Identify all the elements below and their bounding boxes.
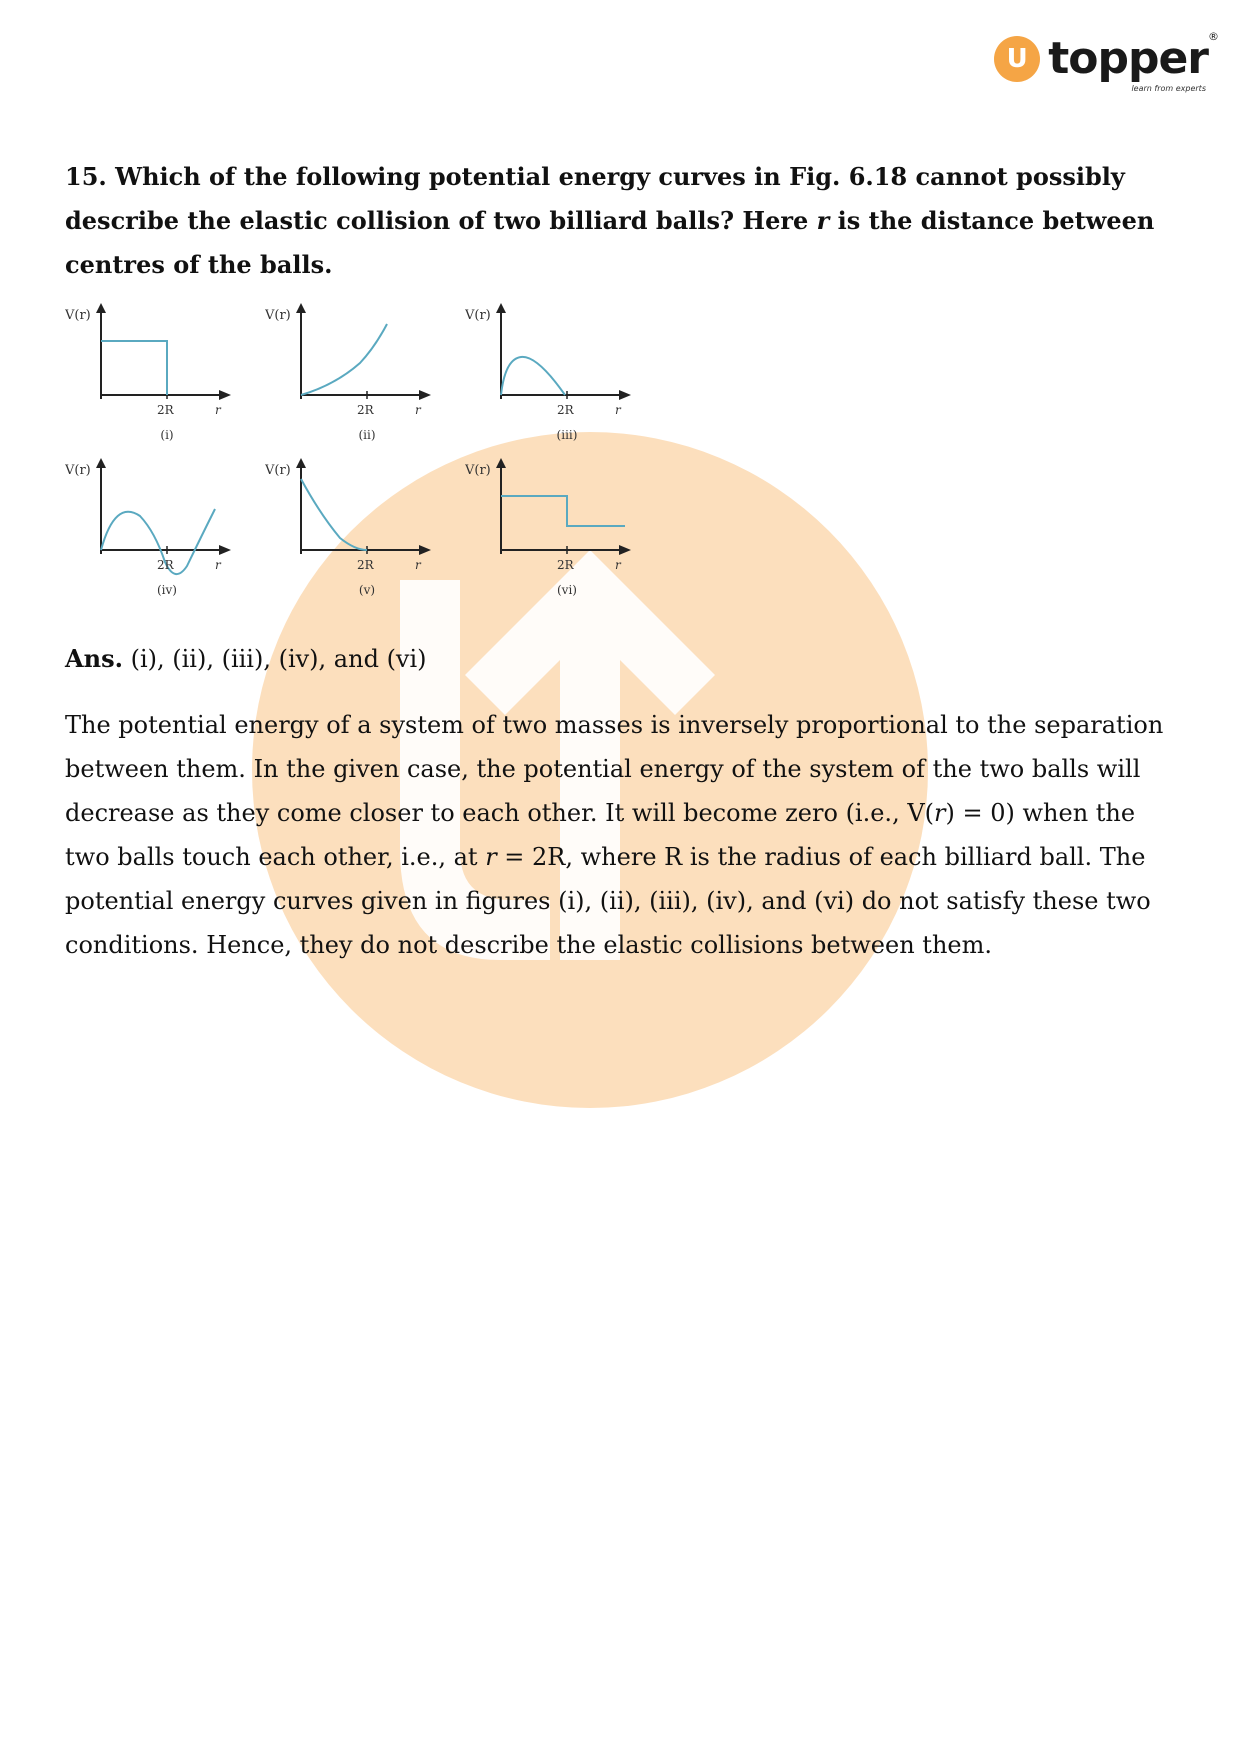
- tick-label-2r: 2R: [157, 403, 174, 417]
- x-axis-label: r: [415, 403, 421, 417]
- answer-line: [65, 637, 1180, 681]
- panel-caption: (vi): [557, 583, 577, 597]
- brand-tagline: learn from experts: [1131, 84, 1206, 93]
- x-axis-label: r: [215, 558, 221, 572]
- answer-label: Ans.: [65, 644, 123, 673]
- energy-curve: [301, 324, 387, 395]
- explanation-var-2: r: [485, 843, 497, 871]
- x-axis-arrow-icon: [219, 545, 231, 555]
- y-axis-arrow-icon: [96, 458, 106, 468]
- plot-panel-4: [65, 454, 255, 604]
- plot-panel-1: [65, 299, 255, 449]
- explanation-part-2: ) = 0) when the two balls touch each other, i.e., at: [65, 799, 1136, 871]
- y-axis-label: V(r): [65, 308, 91, 323]
- brand-name-text: topper: [1048, 33, 1208, 84]
- panel-caption: (i): [160, 428, 174, 442]
- explanation-part-1: The potential energy of a system of two masses is inversely proportional to the separation between them. In the given case, the potential energy of the system of the two balls will decrease as they come closer to each other. It will become zero (i.e., V(: [65, 711, 1164, 827]
- x-axis-label: r: [615, 403, 621, 417]
- figure-grid: [65, 299, 685, 619]
- plot-panel-3: [465, 299, 655, 449]
- energy-curve: [501, 357, 565, 395]
- panel-caption: (iv): [157, 583, 177, 597]
- y-axis-label: V(r): [65, 463, 91, 478]
- energy-curve: [501, 496, 625, 526]
- x-axis-arrow-icon: [419, 390, 431, 400]
- tick-label-2r: 2R: [357, 403, 374, 417]
- y-axis-arrow-icon: [296, 458, 306, 468]
- tick-label-2r: 2R: [557, 403, 574, 417]
- explanation-part-3: = 2R, where R is the radius of each billiard ball. The potential energy curves given in figures (i), (ii), (iii), (iv), and (vi) do not satisfy these two conditions. Hence, they do not describe the elastic collisions between them.: [65, 843, 1151, 959]
- question-text: [65, 155, 1180, 287]
- registered-mark: ®: [1208, 30, 1218, 43]
- y-axis-arrow-icon: [496, 458, 506, 468]
- question-variable: r: [816, 206, 830, 235]
- y-axis-label: V(r): [265, 463, 291, 478]
- tick-label-2r: 2R: [357, 558, 374, 572]
- energy-curve: [301, 479, 367, 550]
- x-axis-label: r: [215, 403, 221, 417]
- brand-name: [1048, 30, 1218, 93]
- brand-mark-icon: U: [994, 36, 1040, 82]
- tick-label-2r: 2R: [157, 558, 174, 572]
- tick-label-2r: 2R: [557, 558, 574, 572]
- y-axis-label: V(r): [465, 463, 491, 478]
- panel-caption: (ii): [358, 428, 376, 442]
- page-content: [65, 155, 1180, 967]
- panel-caption: (v): [358, 583, 376, 597]
- x-axis-arrow-icon: [619, 545, 631, 555]
- y-axis-label: V(r): [465, 308, 491, 323]
- x-axis-arrow-icon: [219, 390, 231, 400]
- x-axis-arrow-icon: [619, 390, 631, 400]
- answer-text: (i), (ii), (iii), (iv), and (vi): [130, 645, 427, 673]
- panel-caption: (iii): [556, 428, 578, 442]
- plot-panel-2: [265, 299, 455, 449]
- plot-panel-5: [265, 454, 455, 604]
- y-axis-arrow-icon: [96, 303, 106, 313]
- y-axis-arrow-icon: [296, 303, 306, 313]
- plot-panel-6: [465, 454, 655, 604]
- explanation-paragraph: [65, 703, 1180, 967]
- x-axis-label: r: [615, 558, 621, 572]
- question-part-1: 15. Which of the following potential energy curves in Fig. 6.18 cannot possibly describe the elastic collision of two billiard balls? Here: [65, 162, 1125, 235]
- explanation-var-1: r: [934, 799, 946, 827]
- x-axis-arrow-icon: [419, 545, 431, 555]
- x-axis-label: r: [415, 558, 421, 572]
- question-part-2: is the distance between centres of the balls.: [65, 206, 1155, 279]
- brand-logo: [994, 30, 1218, 93]
- y-axis-label: V(r): [265, 308, 291, 323]
- energy-curve: [101, 341, 167, 395]
- y-axis-arrow-icon: [496, 303, 506, 313]
